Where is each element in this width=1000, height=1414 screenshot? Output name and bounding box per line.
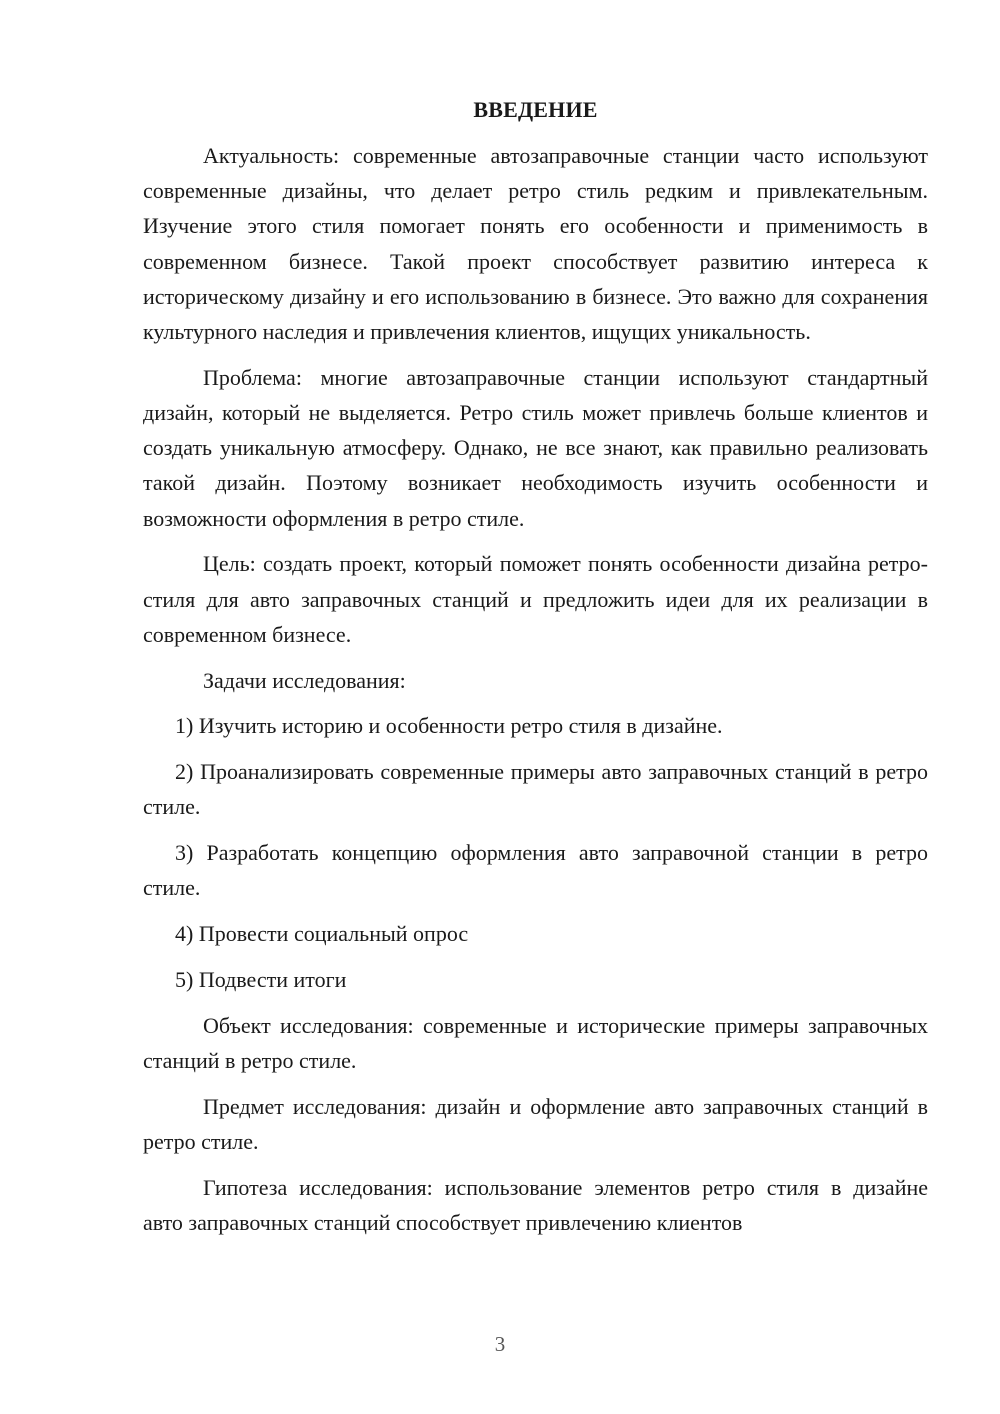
- task-item-3: 3) Разработать концепцию оформления авто заправочной станции в ретро стиле.: [143, 840, 928, 901]
- hypothesis-paragraph: Гипотеза исследования: использование элементов ретро стиля в дизайне авто заправочных станций способствует привлечению клиентов: [143, 1174, 928, 1236]
- task-item-1: 1) Изучить историю и особенности ретро стиля в дизайне.: [175, 713, 723, 739]
- task-item-2: 2) Проанализировать современные примеры авто заправочных станций в ретро стиле.: [143, 759, 928, 820]
- goal-paragraph: Цель: создать проект, который поможет понять особенности дизайна ретро-стиля для авто заправочных станций и предложить идеи для их реализации в современном бизнесе.: [143, 551, 928, 647]
- task-item-5: 5) Подвести итоги: [175, 967, 347, 993]
- task-item-4: 4) Провести социальный опрос: [175, 921, 469, 947]
- problem-paragraph: Проблема: многие автозаправочные станции используют стандартный дизайн, который не выделяется. Ретро стиль может привлечь больше клиентов и создать уникальную атмосферу. Однако, не все знают, как правильно реализовать такой дизайн. Поэтому возникает необходимость изучить особенности и возможности оформления в ретро стиле.: [143, 364, 928, 531]
- subject-paragraph: Предмет исследования: дизайн и оформление авто заправочных станций в ретро стиле.: [143, 1093, 928, 1155]
- document-page: [143, 88, 928, 1251]
- object-paragraph: Объект исследования: современные и исторические примеры заправочных станций в ретро стиле.: [143, 1012, 928, 1074]
- page-heading: ВВЕДЕНИЕ: [473, 97, 598, 122]
- relevance-paragraph: Актуальность: современные автозаправочные станции часто используют современные дизайны, что делает ретро стиль редким и привлекательным. Изучение этого стиля помогает понять его особенности и применимость в современном бизнесе. Такой проект способствует развитию интереса к историческому дизайну и его использованию в бизнесе. Это важно для сохранения культурного наследия и привлечения клиентов, ищущих уникальность.: [143, 143, 928, 345]
- tasks-title: Задачи исследования:: [203, 667, 406, 693]
- page-number: 3: [494, 1332, 506, 1356]
